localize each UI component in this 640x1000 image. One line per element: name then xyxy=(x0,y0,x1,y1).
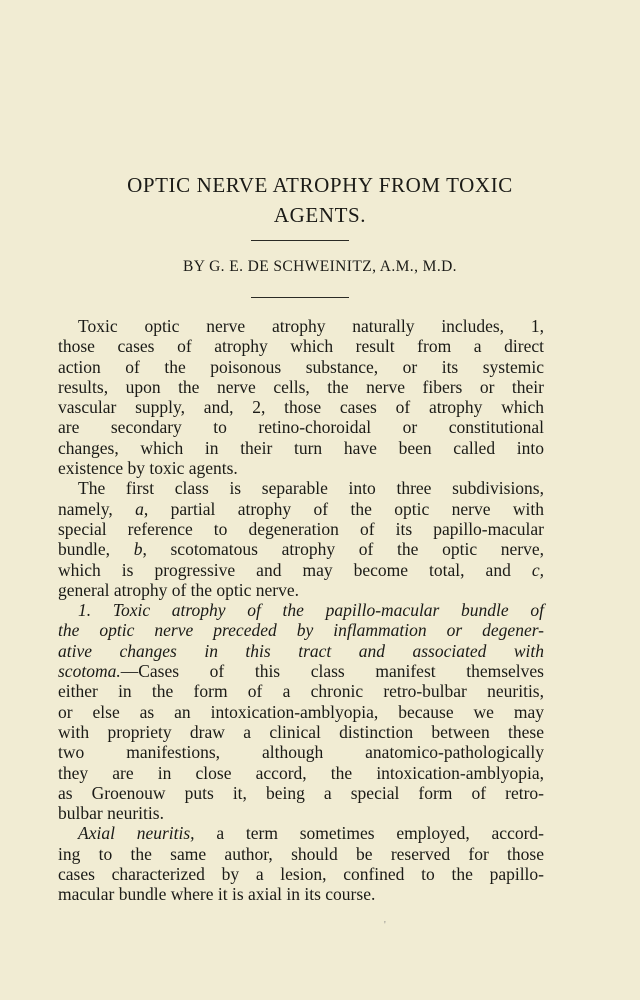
text-line: are secondary to retino-choroidal or constitutional xyxy=(58,417,544,438)
text-line: macular bundle where it is axial in its course. xyxy=(58,884,376,905)
title-divider xyxy=(251,240,349,241)
text-line: Toxic optic nerve atrophy naturally includes, 1, xyxy=(78,316,544,336)
text-run: which is progressive and may become total, and xyxy=(58,559,511,580)
text-line: ing to the same author, should be reserved for those xyxy=(58,843,544,864)
italic-run: scotoma. xyxy=(58,661,121,682)
text-line: general atrophy of the optic nerve. xyxy=(58,579,300,600)
text-line: two manifestions, although anatomico-pathologically xyxy=(58,742,544,763)
italic-run: Axial neuritis, xyxy=(78,823,195,844)
text-line: those cases of atrophy which result from a direct xyxy=(58,336,544,357)
text-line: or else as an intoxication-amblyopia, because we may xyxy=(58,701,544,722)
text-line: as Groenouw puts it, being a special form of retro- xyxy=(58,782,544,803)
text-line: The first class is separable into three subdivisions, xyxy=(78,478,544,499)
text-line: existence by toxic agents. xyxy=(58,458,238,479)
section-heading-line: ative changes in this tract and associated with xyxy=(58,640,544,661)
text-line: vascular supply, and, 2, those cases of atrophy which xyxy=(58,397,544,418)
italic-letter: c, xyxy=(531,559,545,580)
text-run: a term sometimes employed, accord- xyxy=(194,823,544,844)
text-run: namely, xyxy=(58,498,136,519)
byline-divider xyxy=(251,297,349,298)
text-line xyxy=(58,823,544,843)
title-line-1: OPTIC NERVE ATROPHY FROM TOXIC xyxy=(127,173,513,197)
text-line xyxy=(58,499,544,519)
text-line: either in the form of a chronic retro-bulbar neuritis, xyxy=(58,681,544,702)
text-run: —Cases of this class manifest themselves xyxy=(120,661,544,682)
text-line: they are in close accord, the intoxication-amblyopia, xyxy=(58,762,544,783)
title-line-2: AGENTS. xyxy=(273,203,367,227)
italic-letter: a xyxy=(135,498,144,519)
article-body xyxy=(58,316,544,905)
author-byline: BY G. E. DE SCHWEINITZ, A.M., M.D. xyxy=(183,258,457,275)
section-heading-line: 1. Toxic atrophy of the papillo-macular bundle of xyxy=(78,600,544,621)
text-run: , partial atrophy of the optic nerve with xyxy=(143,498,544,519)
italic-letter: b xyxy=(133,539,143,560)
text-run: , scotomatous atrophy of the optic nerve, xyxy=(142,539,544,560)
text-line: bulbar neuritis. xyxy=(58,803,164,824)
paper-speck: ' xyxy=(384,920,386,931)
text-line: results, upon the nerve cells, the nerve fibers or their xyxy=(58,376,544,397)
text-line: with propriety draw a clinical distinction between these xyxy=(58,721,544,742)
text-line xyxy=(58,661,544,681)
section-heading-line: the optic nerve preceded by inflammation or degener- xyxy=(58,620,544,641)
text-line: cases characterized by a lesion, confined to the papillo- xyxy=(58,864,544,885)
text-run: bundle, xyxy=(58,539,134,560)
article-title xyxy=(60,170,580,230)
text-line xyxy=(58,560,544,580)
text-line xyxy=(58,539,544,559)
text-line: special reference to degeneration of its papillo-macular xyxy=(58,518,544,539)
text-line: changes, which in their turn have been called into xyxy=(58,437,544,458)
text-line: action of the poisonous substance, or its systemic xyxy=(58,356,544,377)
